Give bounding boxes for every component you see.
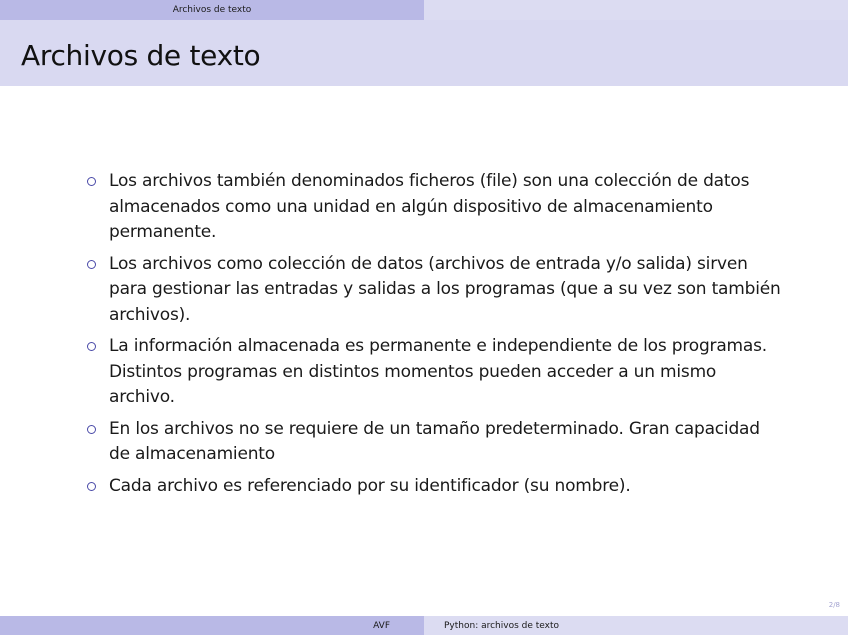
list-item: [84, 474, 784, 500]
slide-content: [84, 169, 784, 505]
list-item-text: Los archivos como colección de datos (archivos de entrada y/o salida) sirven para gestionar las entradas y salidas a los programas (que a su vez son también archivos).: [109, 253, 781, 325]
top-navigation-bar: [0, 0, 848, 20]
bullet-list: [84, 169, 784, 499]
list-item: [84, 252, 784, 329]
nav-section-label[interactable]: Archivos de texto: [0, 0, 424, 20]
list-item-text: En los archivos no se requiere de un tamaño predeterminado. Gran capacidad de almacenamiento: [109, 418, 760, 464]
circle-bullet-icon: [87, 342, 96, 351]
circle-bullet-icon: [87, 260, 96, 269]
title-bar: [0, 20, 848, 86]
circle-bullet-icon: [87, 425, 96, 434]
list-item-text: Los archivos también denominados ficheros (file) son una colección de datos almacenados como una unidad en algún dispositivo de almacenamiento permanente.: [109, 171, 750, 242]
circle-bullet-icon: [87, 482, 96, 491]
page-number: 2/8: [828, 601, 840, 609]
list-item-text: Cada archivo es referenciado por su identificador (su nombre).: [109, 475, 631, 496]
list-item: [84, 334, 784, 411]
slide-title: Archivos de texto: [21, 39, 261, 72]
footer-author: [0, 616, 424, 635]
list-item: [84, 169, 784, 246]
list-item-text: La información almacenada es permanente e independiente de los programas. Distintos programas en distintos momentos pueden acceder a un mismo archivo.: [109, 336, 767, 407]
footer-bar: [0, 616, 848, 635]
circle-bullet-icon: [87, 177, 96, 186]
footer-doc-title: Python: archivos de texto: [444, 620, 560, 631]
footer-author-label: AVF: [373, 620, 390, 631]
list-item: [84, 417, 784, 468]
